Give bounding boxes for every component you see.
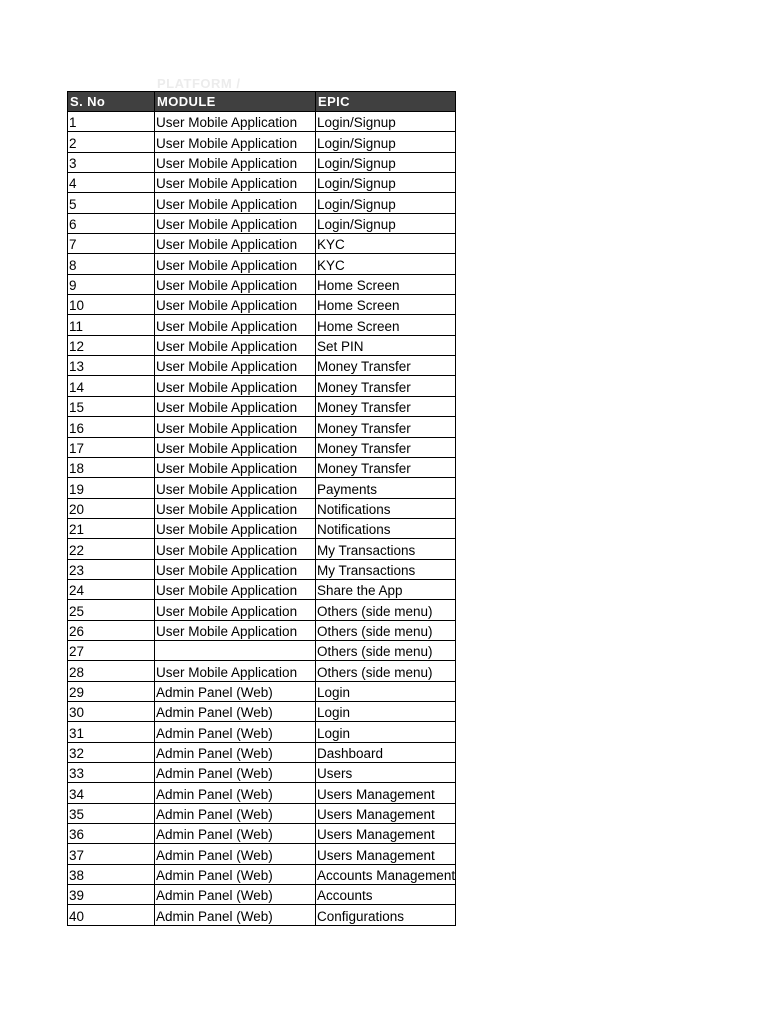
cell-epic: Login/Signup	[316, 193, 456, 213]
cell-module: User Mobile Application	[155, 437, 316, 457]
cell-sno: 8	[68, 254, 155, 274]
cell-sno: 21	[68, 518, 155, 538]
cell-module: User Mobile Application	[155, 417, 316, 437]
cell-module: User Mobile Application	[155, 600, 316, 620]
cell-module: User Mobile Application	[155, 539, 316, 559]
cell-epic: Others (side menu)	[316, 600, 456, 620]
cell-module: Admin Panel (Web)	[155, 864, 316, 884]
cell-epic: Set PIN	[316, 335, 456, 355]
table-row	[68, 193, 456, 213]
cell-epic: Login/Signup	[316, 132, 456, 152]
cell-sno: 22	[68, 539, 155, 559]
cell-module: User Mobile Application	[155, 620, 316, 640]
header-module: MODULE	[155, 92, 316, 112]
cell-epic: KYC	[316, 254, 456, 274]
cell-epic: Others (side menu)	[316, 661, 456, 681]
cell-module: User Mobile Application	[155, 295, 316, 315]
cell-module: User Mobile Application	[155, 478, 316, 498]
faded-title: PLATFORM /	[157, 76, 241, 91]
table-row	[68, 722, 456, 742]
table-row	[68, 112, 456, 132]
table-row	[68, 335, 456, 355]
cell-sno: 19	[68, 478, 155, 498]
table-row	[68, 844, 456, 864]
table-row	[68, 640, 456, 660]
cell-module: Admin Panel (Web)	[155, 701, 316, 721]
header-epic: EPIC	[316, 92, 456, 112]
cell-epic: Login	[316, 701, 456, 721]
cell-sno: 24	[68, 579, 155, 599]
cell-module: User Mobile Application	[155, 498, 316, 518]
cell-module: User Mobile Application	[155, 376, 316, 396]
cell-epic: Login	[316, 681, 456, 701]
cell-sno: 2	[68, 132, 155, 152]
table-row	[68, 498, 456, 518]
cell-sno: 37	[68, 844, 155, 864]
table-row	[68, 213, 456, 233]
cell-sno: 28	[68, 661, 155, 681]
table-row	[68, 539, 456, 559]
cell-sno: 32	[68, 742, 155, 762]
table-row	[68, 579, 456, 599]
table-row	[68, 864, 456, 884]
cell-sno: 25	[68, 600, 155, 620]
cell-epic: Users Management	[316, 844, 456, 864]
cell-module: User Mobile Application	[155, 193, 316, 213]
cell-module: User Mobile Application	[155, 356, 316, 376]
cell-epic: Users Management	[316, 824, 456, 844]
cell-sno: 4	[68, 173, 155, 193]
cell-module: User Mobile Application	[155, 518, 316, 538]
cell-epic: Users Management	[316, 783, 456, 803]
epic-table	[67, 91, 456, 926]
cell-epic: Money Transfer	[316, 376, 456, 396]
cell-epic: Money Transfer	[316, 356, 456, 376]
cell-module	[155, 640, 316, 660]
cell-epic: Others (side menu)	[316, 640, 456, 660]
table-row	[68, 620, 456, 640]
cell-epic: KYC	[316, 234, 456, 254]
cell-epic: Home Screen	[316, 315, 456, 335]
table-row	[68, 173, 456, 193]
cell-module: User Mobile Application	[155, 254, 316, 274]
cell-epic: My Transactions	[316, 539, 456, 559]
cell-module: User Mobile Application	[155, 335, 316, 355]
table-row	[68, 661, 456, 681]
cell-sno: 16	[68, 417, 155, 437]
cell-epic: Login	[316, 722, 456, 742]
cell-module: Admin Panel (Web)	[155, 803, 316, 823]
table-row	[68, 457, 456, 477]
cell-module: User Mobile Application	[155, 132, 316, 152]
cell-sno: 7	[68, 234, 155, 254]
cell-module: User Mobile Application	[155, 661, 316, 681]
header-sno: S. No	[68, 92, 155, 112]
table-row	[68, 396, 456, 416]
cell-sno: 6	[68, 213, 155, 233]
cell-epic: Home Screen	[316, 295, 456, 315]
cell-epic: Others (side menu)	[316, 620, 456, 640]
table-row	[68, 783, 456, 803]
cell-sno: 17	[68, 437, 155, 457]
cell-sno: 9	[68, 274, 155, 294]
cell-module: Admin Panel (Web)	[155, 783, 316, 803]
cell-module: Admin Panel (Web)	[155, 844, 316, 864]
cell-module: User Mobile Application	[155, 213, 316, 233]
cell-sno: 15	[68, 396, 155, 416]
cell-module: User Mobile Application	[155, 579, 316, 599]
cell-sno: 20	[68, 498, 155, 518]
table-row	[68, 763, 456, 783]
cell-epic: Login/Signup	[316, 213, 456, 233]
cell-sno: 3	[68, 152, 155, 172]
table-row	[68, 701, 456, 721]
cell-epic: Login/Signup	[316, 173, 456, 193]
cell-module: User Mobile Application	[155, 173, 316, 193]
table-row	[68, 254, 456, 274]
cell-module: Admin Panel (Web)	[155, 885, 316, 905]
cell-epic: Notifications	[316, 518, 456, 538]
cell-module: User Mobile Application	[155, 315, 316, 335]
cell-sno: 10	[68, 295, 155, 315]
table-row	[68, 478, 456, 498]
cell-epic: Notifications	[316, 498, 456, 518]
cell-epic: Money Transfer	[316, 417, 456, 437]
table-row	[68, 742, 456, 762]
cell-sno: 40	[68, 905, 155, 925]
cell-sno: 1	[68, 112, 155, 132]
table-row	[68, 885, 456, 905]
table-row	[68, 681, 456, 701]
cell-epic: Configurations	[316, 905, 456, 925]
table-row	[68, 295, 456, 315]
cell-epic: Home Screen	[316, 274, 456, 294]
cell-sno: 27	[68, 640, 155, 660]
cell-epic: Users Management	[316, 803, 456, 823]
cell-sno: 31	[68, 722, 155, 742]
cell-epic: Accounts	[316, 885, 456, 905]
table-row	[68, 559, 456, 579]
cell-epic: Payments	[316, 478, 456, 498]
cell-module: User Mobile Application	[155, 396, 316, 416]
cell-epic: Money Transfer	[316, 457, 456, 477]
cell-epic: My Transactions	[316, 559, 456, 579]
cell-sno: 38	[68, 864, 155, 884]
cell-sno: 36	[68, 824, 155, 844]
table-row	[68, 803, 456, 823]
cell-module: User Mobile Application	[155, 152, 316, 172]
cell-sno: 39	[68, 885, 155, 905]
table-row	[68, 600, 456, 620]
cell-sno: 13	[68, 356, 155, 376]
cell-module: Admin Panel (Web)	[155, 824, 316, 844]
cell-module: User Mobile Application	[155, 234, 316, 254]
cell-sno: 29	[68, 681, 155, 701]
cell-sno: 30	[68, 701, 155, 721]
header-row	[68, 92, 456, 112]
cell-module: User Mobile Application	[155, 112, 316, 132]
cell-sno: 34	[68, 783, 155, 803]
table-row	[68, 518, 456, 538]
table-row	[68, 152, 456, 172]
table-row	[68, 315, 456, 335]
cell-module: Admin Panel (Web)	[155, 742, 316, 762]
table-row	[68, 417, 456, 437]
cell-epic: Login/Signup	[316, 152, 456, 172]
cell-sno: 33	[68, 763, 155, 783]
cell-epic: Money Transfer	[316, 396, 456, 416]
cell-sno: 35	[68, 803, 155, 823]
cell-module: Admin Panel (Web)	[155, 722, 316, 742]
cell-epic: Money Transfer	[316, 437, 456, 457]
cell-sno: 11	[68, 315, 155, 335]
cell-module: User Mobile Application	[155, 274, 316, 294]
cell-epic: Dashboard	[316, 742, 456, 762]
table-row	[68, 234, 456, 254]
cell-sno: 12	[68, 335, 155, 355]
table-row	[68, 437, 456, 457]
cell-sno: 18	[68, 457, 155, 477]
cell-epic: Share the App	[316, 579, 456, 599]
cell-sno: 26	[68, 620, 155, 640]
cell-module: User Mobile Application	[155, 457, 316, 477]
cell-epic: Login/Signup	[316, 112, 456, 132]
table-row	[68, 824, 456, 844]
cell-module: Admin Panel (Web)	[155, 763, 316, 783]
cell-epic: Accounts Management	[316, 864, 456, 884]
table-row	[68, 356, 456, 376]
table-row	[68, 132, 456, 152]
cell-module: Admin Panel (Web)	[155, 905, 316, 925]
table-row	[68, 274, 456, 294]
cell-epic: Users	[316, 763, 456, 783]
cell-sno: 5	[68, 193, 155, 213]
cell-module: Admin Panel (Web)	[155, 681, 316, 701]
cell-sno: 14	[68, 376, 155, 396]
cell-module: User Mobile Application	[155, 559, 316, 579]
table-row	[68, 376, 456, 396]
cell-sno: 23	[68, 559, 155, 579]
table-row	[68, 905, 456, 925]
